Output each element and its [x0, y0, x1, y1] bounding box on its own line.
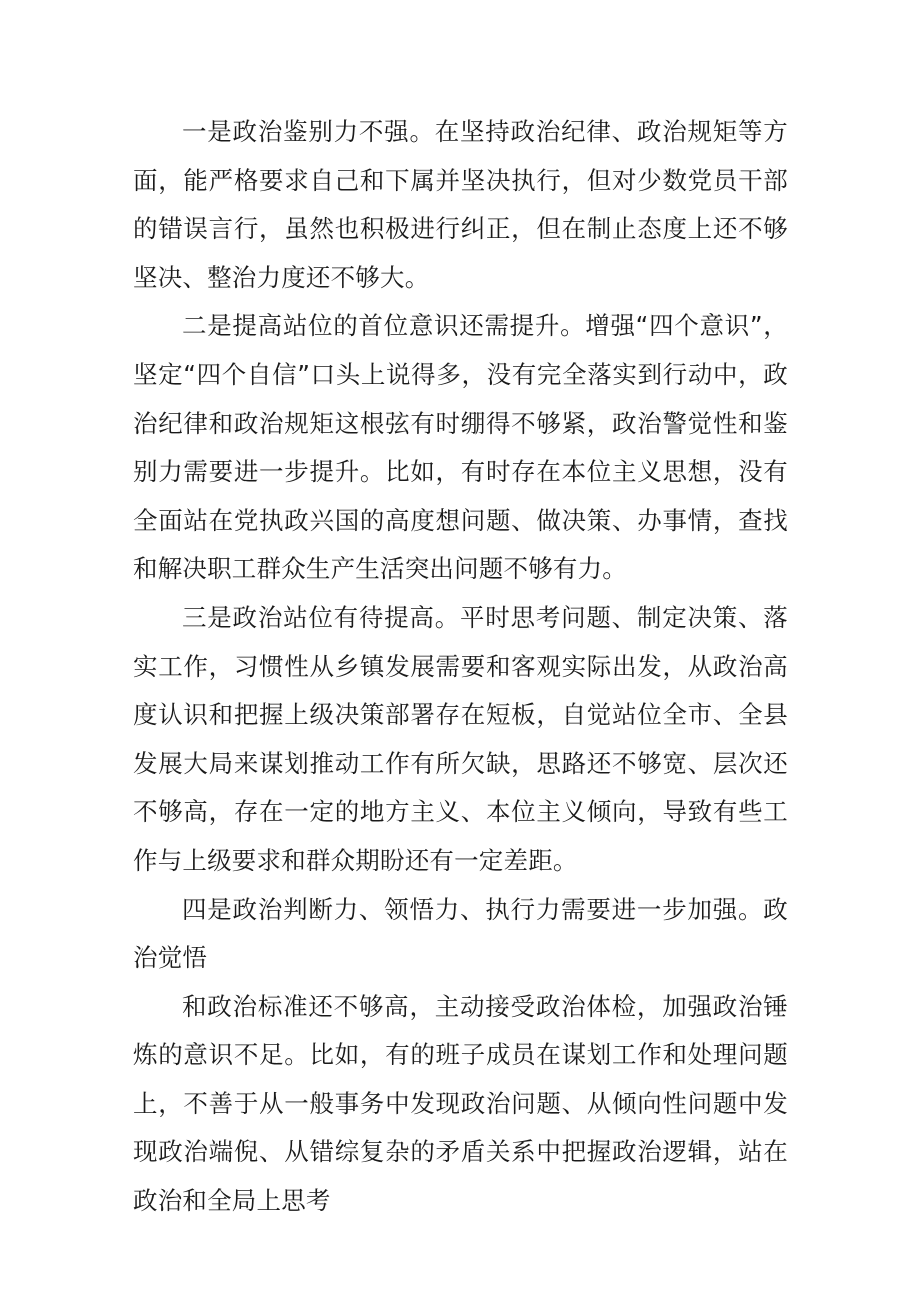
- paragraph-political-standards: 和政治标准还不够高，主动接受政治体检，加强政治锤炼的意识不足。比如，有的班子成员在谋划工作和处理问题上，不善于从一般事务中发现政治问题、从倾向性问题中发现政治端倪、从错综复杂的矛盾关系中把握政治逻辑，站在政治和全局上思考: [133, 991, 788, 1216]
- paragraph-political-discernment: 一是政治鉴别力不强。在坚持政治纪律、政治规矩等方面，能严格要求自己和下属并坚决执行，但对少数党员干部的错误言行，虽然也积极进行纠正，但在制止态度上还不够坚决、整治力度还不够大。: [133, 117, 788, 292]
- paragraph-position-awareness: 二是提高站位的首位意识还需提升。增强“四个意识”，坚定“四个自信”口头上说得多，没有完全落实到行动中，政治纪律和政治规矩这根弦有时绷得不够紧，政治警觉性和鉴别力需要进一步提升。比如，有时存在本位主义思想，没有全面站在党执政兴国的高度想问题、做决策、办事情，查找和解决职工群众生产生活突出问题不够有力。: [133, 311, 788, 584]
- paragraph-political-judgment: 四是政治判断力、领悟力、执行力需要进一步加强。政治觉悟: [133, 894, 788, 973]
- document-body: [133, 108, 788, 1226]
- paragraph-political-standpoint: 三是政治站位有待提高。平时思考问题、制定决策、落实工作，习惯性从乡镇发展需要和客观实际出发，从政治高度认识和把握上级决策部署存在短板，自觉站位全市、全县发展大局来谋划推动工作有所欠缺，思路还不够宽、层次还不够高，存在一定的地方主义、本位主义倾向，导致有些工作与上级要求和群众期盼还有一定差距。: [133, 602, 788, 875]
